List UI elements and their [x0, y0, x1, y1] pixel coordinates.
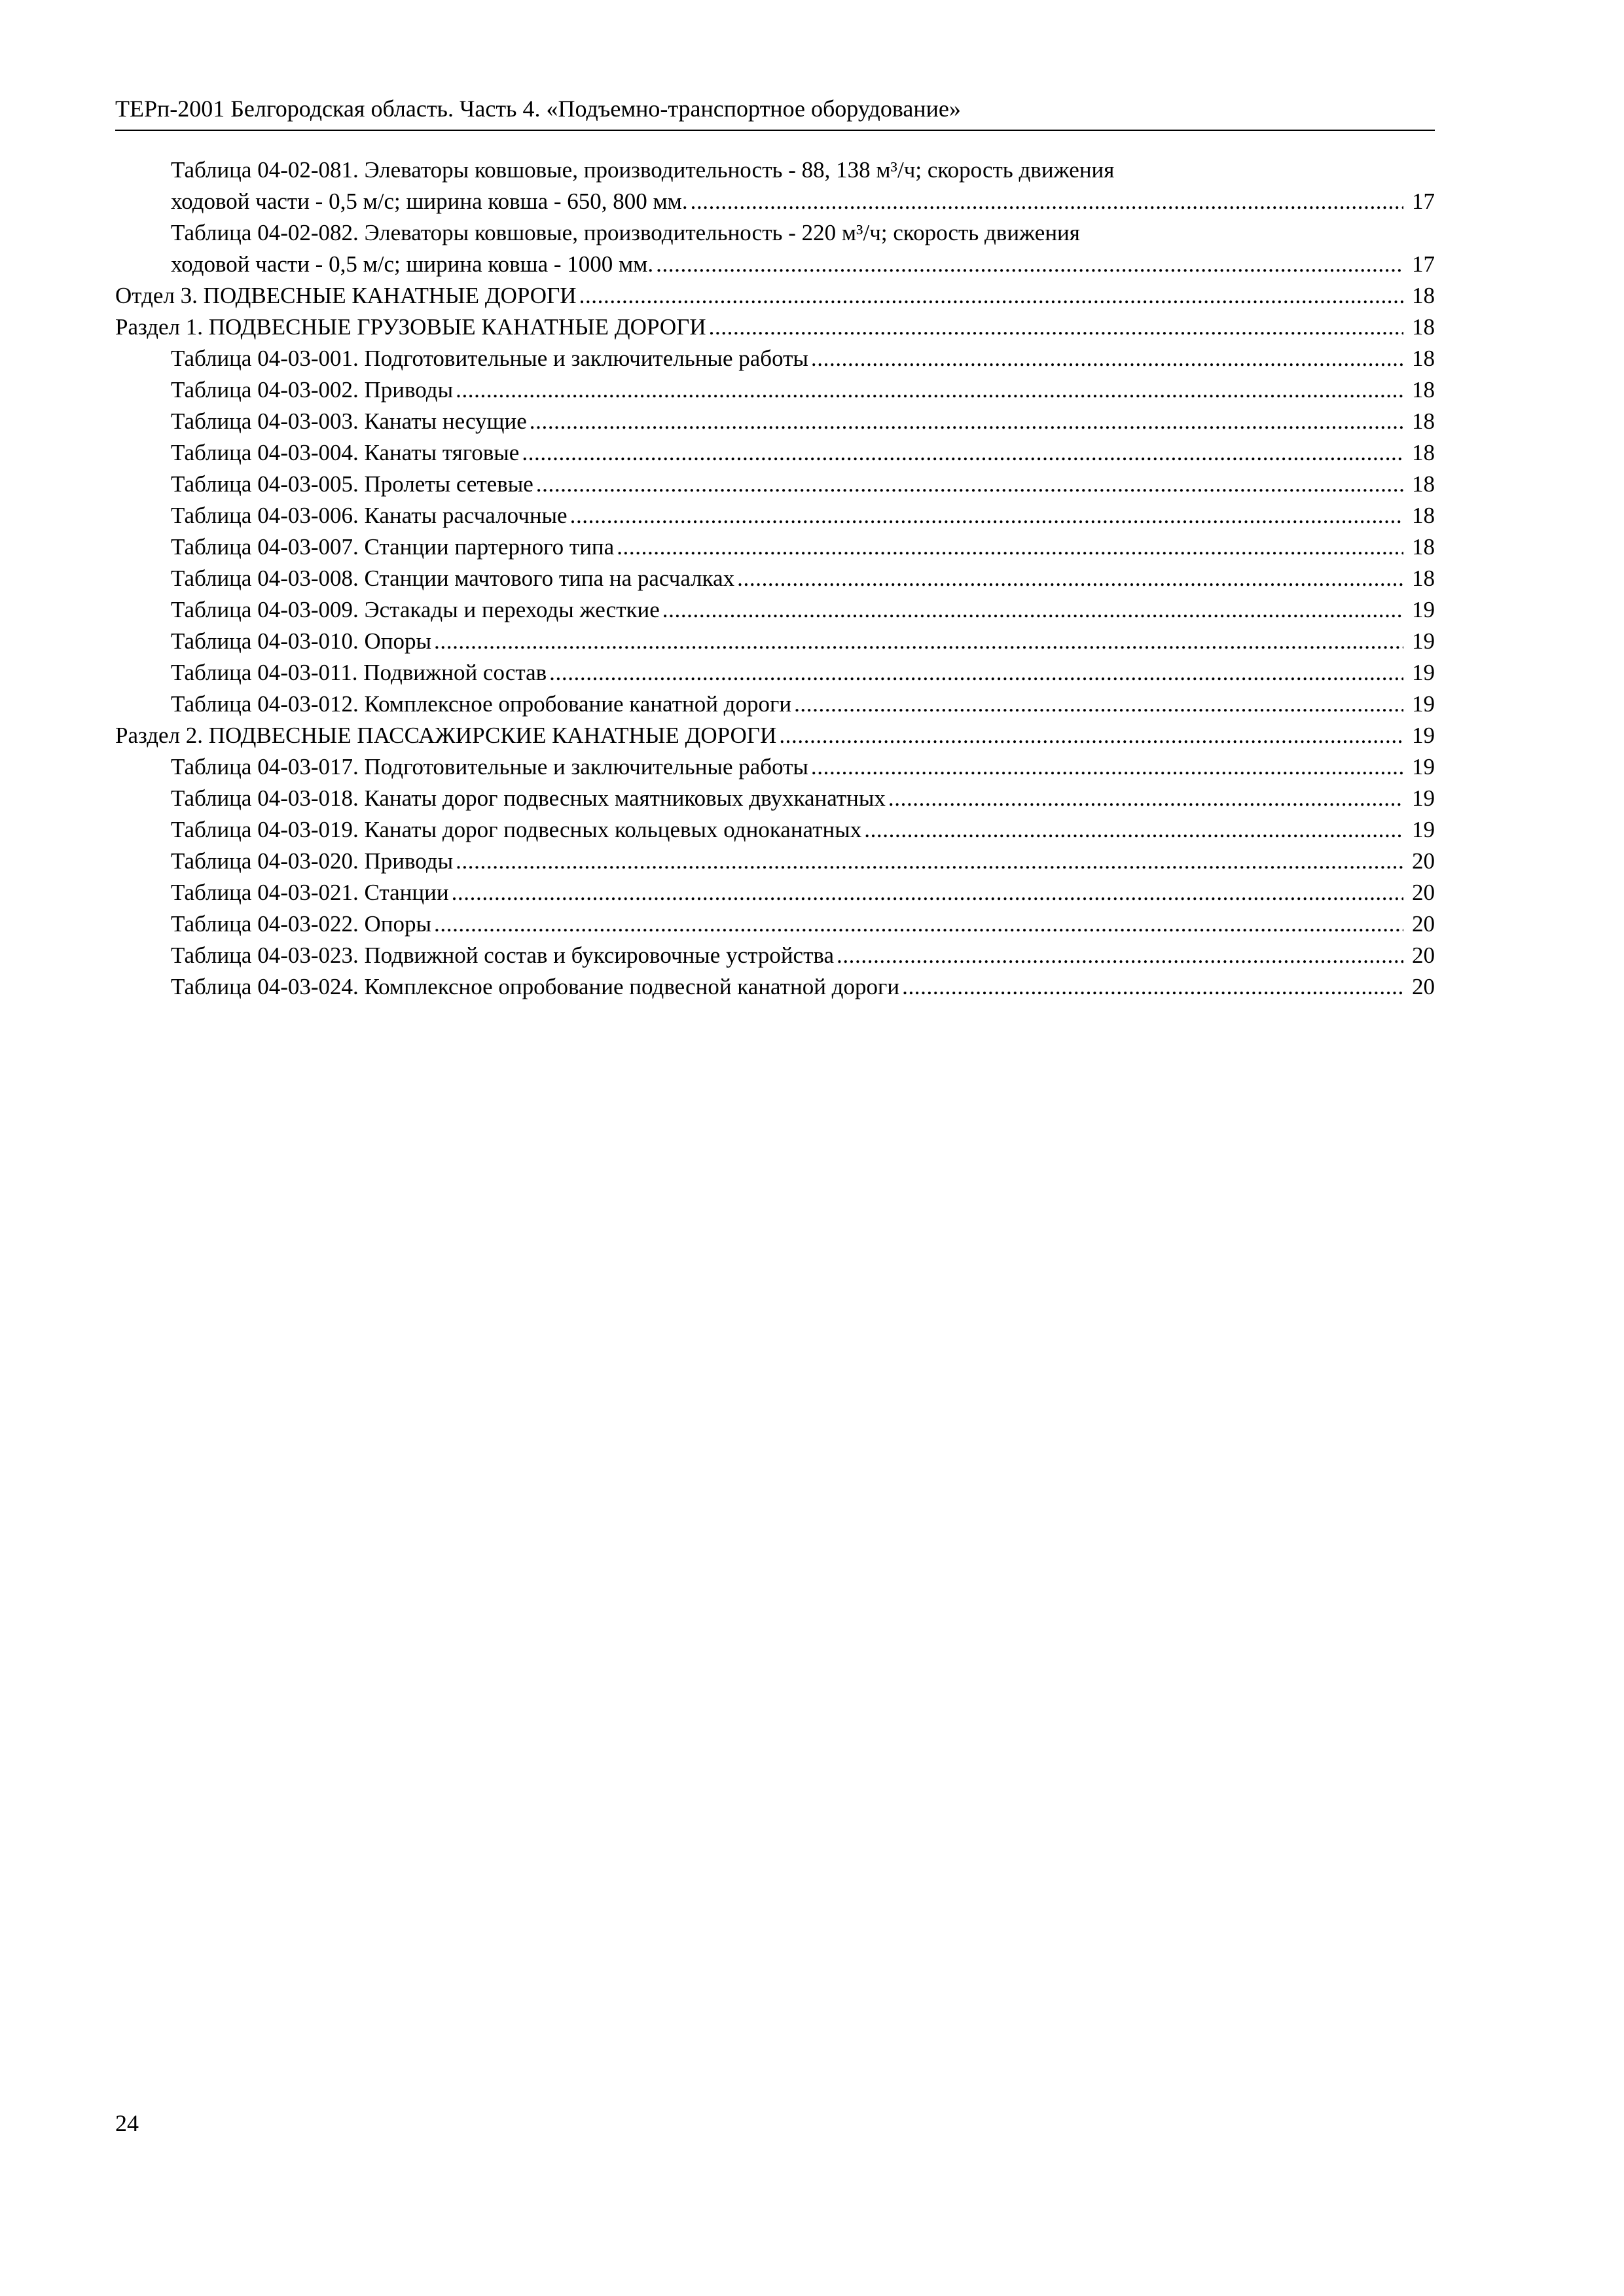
toc-entry-page: 19 — [1412, 723, 1435, 748]
dot-leader — [888, 783, 1403, 814]
toc-entry-page: 18 — [1412, 377, 1435, 403]
toc-entry-razdel-1[interactable] — [115, 312, 1435, 343]
toc-entry-table-04-02-081[interactable] — [115, 154, 1435, 217]
toc-entry-table-04-03-017[interactable] — [115, 751, 1435, 783]
toc-entry-table-04-03-009[interactable] — [115, 594, 1435, 626]
toc-entry-table-04-03-020[interactable] — [115, 846, 1435, 877]
dot-leader — [737, 563, 1403, 594]
toc-entry-table-04-03-022[interactable] — [115, 908, 1435, 940]
toc-entry-text: Таблица 04-03-003. Канаты несущие — [171, 408, 527, 434]
toc-entry-text-line1: Таблица 04-02-081. Элеваторы ковшовые, производительность - 88, 138 м³/ч; скорость движения — [171, 157, 1115, 183]
toc-entry-text-line2: ходовой части - 0,5 м/с; ширина ковша - 1000 мм. — [171, 251, 654, 277]
toc-entry-text: Раздел 1. ПОДВЕСНЫЕ ГРУЗОВЫЕ КАНАТНЫЕ ДОРОГИ — [115, 314, 706, 340]
toc-entry-table-04-02-082[interactable] — [115, 217, 1435, 280]
toc-entry-text-line2: ходовой части - 0,5 м/с; ширина ковша - 650, 800 мм. — [171, 188, 688, 214]
toc-entry-page: 17 — [1412, 188, 1435, 214]
toc-entry-table-04-03-008[interactable] — [115, 563, 1435, 594]
toc-entry-text: Таблица 04-03-019. Канаты дорог подвесных кольцевых одноканатных — [171, 817, 862, 842]
toc-entry-page: 17 — [1412, 251, 1435, 277]
toc-entry-table-04-03-010[interactable] — [115, 626, 1435, 657]
page-number: 24 — [115, 2110, 139, 2136]
toc-entry-text: Таблица 04-03-018. Канаты дорог подвесных маятниковых двухканатных — [171, 785, 886, 811]
dot-leader — [864, 814, 1403, 846]
dot-leader — [779, 720, 1403, 751]
dot-leader — [656, 249, 1403, 280]
toc-entry-table-04-03-021[interactable] — [115, 877, 1435, 908]
toc-entry-page: 20 — [1412, 848, 1435, 874]
dot-leader — [794, 689, 1403, 720]
dot-leader — [530, 406, 1403, 437]
toc-entry-page: 18 — [1412, 565, 1435, 591]
toc-entry-page: 18 — [1412, 346, 1435, 371]
toc-entry-text: Таблица 04-03-017. Подготовительные и заключительные работы — [171, 754, 808, 780]
toc-entry-page: 18 — [1412, 440, 1435, 465]
toc-entry-table-04-03-005[interactable] — [115, 469, 1435, 500]
toc-entry-table-04-03-003[interactable] — [115, 406, 1435, 437]
toc-entry-page: 18 — [1412, 283, 1435, 308]
toc-entry-text: Таблица 04-03-001. Подготовительные и заключительные работы — [171, 346, 808, 371]
toc-entry-table-04-03-011[interactable] — [115, 657, 1435, 689]
dot-leader — [811, 343, 1403, 374]
dot-leader — [456, 374, 1403, 406]
toc-entry-page: 19 — [1412, 628, 1435, 654]
toc-entry-table-04-03-018[interactable] — [115, 783, 1435, 814]
toc-entry-table-04-03-007[interactable] — [115, 531, 1435, 563]
dot-leader — [902, 971, 1403, 1003]
toc-entry-table-04-03-019[interactable] — [115, 814, 1435, 846]
running-header: ТЕРп-2001 Белгородская область. Часть 4. «Подъемно-транспортное оборудование» — [115, 96, 961, 122]
toc-entry-table-04-03-023[interactable] — [115, 940, 1435, 971]
dot-leader — [456, 846, 1403, 877]
toc-entry-otdel-3[interactable] — [115, 280, 1435, 312]
toc-entry-table-04-03-012[interactable] — [115, 689, 1435, 720]
dot-leader — [522, 437, 1403, 469]
table-of-contents — [115, 154, 1435, 1003]
toc-entry-text-line1: Таблица 04-02-082. Элеваторы ковшовые, производительность - 220 м³/ч; скорость движения — [171, 220, 1080, 245]
dot-leader — [617, 531, 1403, 563]
toc-entry-text: Отдел 3. ПОДВЕСНЫЕ КАНАТНЫЕ ДОРОГИ — [115, 283, 577, 308]
dot-leader — [549, 657, 1403, 689]
toc-entry-text: Таблица 04-03-010. Опоры — [171, 628, 432, 654]
dot-leader — [536, 469, 1403, 500]
header-rule — [115, 130, 1435, 131]
toc-entry-table-04-03-006[interactable] — [115, 500, 1435, 531]
dot-leader — [709, 312, 1403, 343]
toc-entry-page: 19 — [1412, 754, 1435, 780]
toc-entry-page: 20 — [1412, 942, 1435, 968]
dot-leader — [662, 594, 1403, 626]
toc-entry-page: 19 — [1412, 691, 1435, 717]
toc-entry-text: Таблица 04-03-022. Опоры — [171, 911, 432, 937]
toc-entry-page: 20 — [1412, 880, 1435, 905]
dot-leader — [570, 500, 1403, 531]
toc-entry-page: 18 — [1412, 471, 1435, 497]
toc-entry-text: Таблица 04-03-012. Комплексное опробование канатной дороги — [171, 691, 792, 717]
dot-leader — [579, 280, 1403, 312]
toc-entry-table-04-03-024[interactable] — [115, 971, 1435, 1003]
dot-leader — [434, 908, 1403, 940]
toc-entry-page: 20 — [1412, 911, 1435, 937]
toc-entry-page: 18 — [1412, 503, 1435, 528]
toc-entry-page: 19 — [1412, 785, 1435, 811]
toc-entry-text: Таблица 04-03-009. Эстакады и переходы жесткие — [171, 597, 660, 622]
toc-entry-table-04-03-004[interactable] — [115, 437, 1435, 469]
toc-entry-text: Раздел 2. ПОДВЕСНЫЕ ПАССАЖИРСКИЕ КАНАТНЫЕ ДОРОГИ — [115, 723, 777, 748]
toc-entry-text: Таблица 04-03-008. Станции мачтового типа на расчалках — [171, 565, 735, 591]
toc-entry-text: Таблица 04-03-002. Приводы — [171, 377, 454, 403]
toc-entry-table-04-03-002[interactable] — [115, 374, 1435, 406]
toc-entry-text: Таблица 04-03-006. Канаты расчалочные — [171, 503, 568, 528]
toc-entry-page: 19 — [1412, 660, 1435, 685]
toc-entry-razdel-2[interactable] — [115, 720, 1435, 751]
toc-entry-table-04-03-001[interactable] — [115, 343, 1435, 374]
toc-entry-page: 18 — [1412, 534, 1435, 560]
toc-entry-text: Таблица 04-03-020. Приводы — [171, 848, 454, 874]
toc-entry-page: 18 — [1412, 408, 1435, 434]
toc-entry-text: Таблица 04-03-004. Канаты тяговые — [171, 440, 520, 465]
toc-entry-page: 20 — [1412, 974, 1435, 999]
toc-entry-text: Таблица 04-03-023. Подвижной состав и буксировочные устройства — [171, 942, 834, 968]
dot-leader — [811, 751, 1403, 783]
toc-entry-text: Таблица 04-03-011. Подвижной состав — [171, 660, 547, 685]
dot-leader — [452, 877, 1403, 908]
toc-entry-text: Таблица 04-03-021. Станции — [171, 880, 449, 905]
dot-leader — [837, 940, 1403, 971]
toc-entry-page: 19 — [1412, 597, 1435, 622]
toc-entry-text: Таблица 04-03-024. Комплексное опробование подвесной канатной дороги — [171, 974, 900, 999]
toc-entry-text: Таблица 04-03-007. Станции партерного типа — [171, 534, 615, 560]
toc-entry-page: 18 — [1412, 314, 1435, 340]
toc-entry-text: Таблица 04-03-005. Пролеты сетевые — [171, 471, 533, 497]
dot-leader — [691, 186, 1403, 217]
toc-entry-page: 19 — [1412, 817, 1435, 842]
dot-leader — [434, 626, 1403, 657]
